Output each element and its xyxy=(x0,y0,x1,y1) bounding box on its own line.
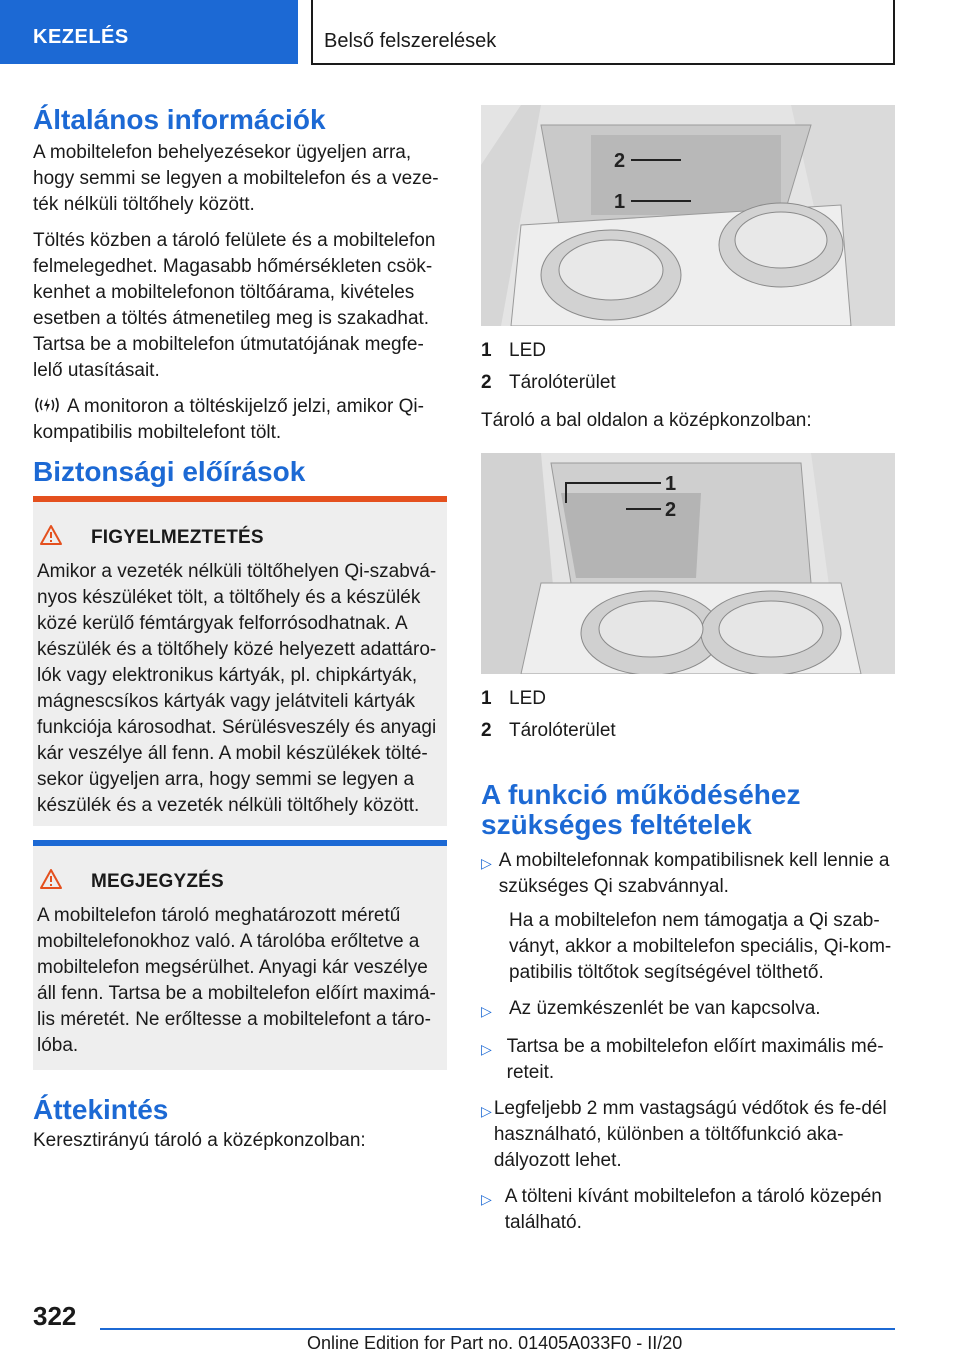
chapter-tab[interactable] xyxy=(0,0,298,64)
bullet-triangle-icon: ▷ xyxy=(481,855,492,871)
warning-text: Amikor a vezeték nélküli töltőhelyen Qi-szabvá-nyos készüléket tölt, a töltőhely és a készülék közé kerülő fémtárgyak felforrósodhatnak. A készülék és a töltőhely közé helyezett adattáro-lók vagy elektronikus kártyák, pl. chipkártyák, mágnescsíkos kártyák vagy jelátviteli kártyák funkciója károsodhat. Sérülésveszély és anyagi kár veszélye áll fenn. A mobil készülékek tölté-sekor ügyeljen arra, hogy semmi se legyen a készülék és a vezeték nélküli töltőhely között. xyxy=(37,561,437,816)
note-title-row xyxy=(39,868,447,895)
general-info-paragraph-3: A monitoron a töltéskijelző jelzi, amikor Qi-kompatibilis mobiltelefont tölt. xyxy=(33,396,424,443)
requirement-subnote: Ha a mobiltelefon nem támogatja a Qi szab-ványt, akkor a mobiltelefon speciális, Qi-kom-patibilis töltőtok segítségével tölthető. xyxy=(509,910,892,983)
charging-indicator-icon xyxy=(33,395,61,415)
section-title: Belső felszerelések xyxy=(324,30,497,52)
overview-heading: Áttekintés xyxy=(33,1094,169,1125)
safety-heading: Biztonsági előírások xyxy=(33,456,306,487)
requirement-item: ▷ A mobiltelefonnak kompatibilisnek kell lennie a szükséges Qi szabvánnyal. xyxy=(481,848,895,900)
requirements-section xyxy=(481,780,895,1236)
fig2-intro: Tároló a bal oldalon a középkonzolban: xyxy=(481,410,812,431)
legend-1 xyxy=(481,338,895,434)
bullet-triangle-icon: ▷ xyxy=(481,1041,492,1057)
requirement-item: ▷ A tölteni kívánt mobiltelefon a tároló közepén található. xyxy=(481,1184,895,1236)
legend-2 xyxy=(481,686,895,744)
header-divider-right xyxy=(893,0,895,64)
requirement-item: ▷ Legfeljebb 2 mm vastagságú védőtok és fe-dél használható, különben a töltőfunkció aka-dályozott lehet. xyxy=(481,1096,895,1174)
warning-title: FIGYELMEZTETÉS xyxy=(91,526,264,548)
fig1-callout-2: 2 xyxy=(614,150,626,172)
overview-text: Keresztirányú tároló a középkonzolban: xyxy=(33,1130,366,1151)
bullet-triangle-icon: ▷ xyxy=(481,1191,492,1207)
note-text: A mobiltelefon tároló meghatározott méretű mobiltelefonokhoz való. A tárolóba erőltetve a mobiltelefon megsérülhet. Anyagi kár veszélye áll fenn. Tartsa be a mobiltelefon előírt maximá-lis méretét. Ne erőltesse a mobiltelefont a táro-lóba. xyxy=(37,905,436,1056)
requirement-item: ▷ Az üzemkészenlét be van kapcsolva. xyxy=(481,996,895,1024)
note-triangle-icon xyxy=(39,868,63,895)
overview-section xyxy=(33,1094,447,1154)
note-box xyxy=(33,840,447,1070)
fig2-callout-1: 1 xyxy=(665,473,677,495)
general-info-paragraph-1: A mobiltelefon behelyezésekor ügyeljen arra, hogy semmi se legyen a mobiltelefon és a veze-ték nélküli töltőhely között. xyxy=(33,142,439,215)
warning-box xyxy=(33,496,447,826)
requirement-item: ▷ Tartsa be a mobiltelefon előírt maximális mé-reteit. xyxy=(481,1034,895,1086)
requirements-heading: A funkció működéséhez szükséges feltételek xyxy=(481,779,801,840)
left-side-storage-figure xyxy=(481,453,895,674)
bullet-triangle-icon: ▷ xyxy=(481,1003,492,1019)
left-side-storage-illustration xyxy=(481,453,895,674)
header-divider xyxy=(311,0,313,64)
fig2-callout-2: 2 xyxy=(665,499,677,521)
legend-1-item: 1 LED xyxy=(481,340,546,361)
header-underline xyxy=(311,63,895,65)
fig1-callout-1: 1 xyxy=(614,191,626,213)
chapter-label: KEZELÉS xyxy=(33,26,129,48)
legend-2-item: 2 Tárolóterület xyxy=(481,720,616,741)
legend-2-item: 1 LED xyxy=(481,688,546,709)
general-info-section xyxy=(33,104,447,446)
footer-rule xyxy=(100,1328,895,1330)
note-title: MEGJEGYZÉS xyxy=(91,870,224,892)
warning-triangle-icon xyxy=(39,524,63,551)
warning-bar xyxy=(33,496,447,502)
transverse-storage-figure xyxy=(481,105,895,326)
general-info-heading: Általános információk xyxy=(33,104,326,135)
general-info-paragraph-2: Töltés közben a tároló felülete és a mobiltelefon felmelegedhet. Magasabb hőmérsékleten csök-kenhet a mobiltelefonon töltőárama, kivételes esetben a töltés átmenetileg meg is szakadhat. Tartsa be a mobiltelefon útmutatójának megfe-lelő utasításait. xyxy=(33,230,436,381)
transverse-storage-illustration xyxy=(481,105,895,326)
legend-1-item: 2 Tárolóterület xyxy=(481,372,616,393)
edition-link[interactable]: Online Edition for Part no. 01405A033F0 - II/20 xyxy=(307,1333,683,1353)
note-bar xyxy=(33,840,447,846)
bullet-triangle-icon: ▷ xyxy=(481,1103,492,1119)
safety-section xyxy=(33,456,447,488)
warning-title-row xyxy=(39,524,447,551)
page-number: 322 xyxy=(33,1301,77,1331)
